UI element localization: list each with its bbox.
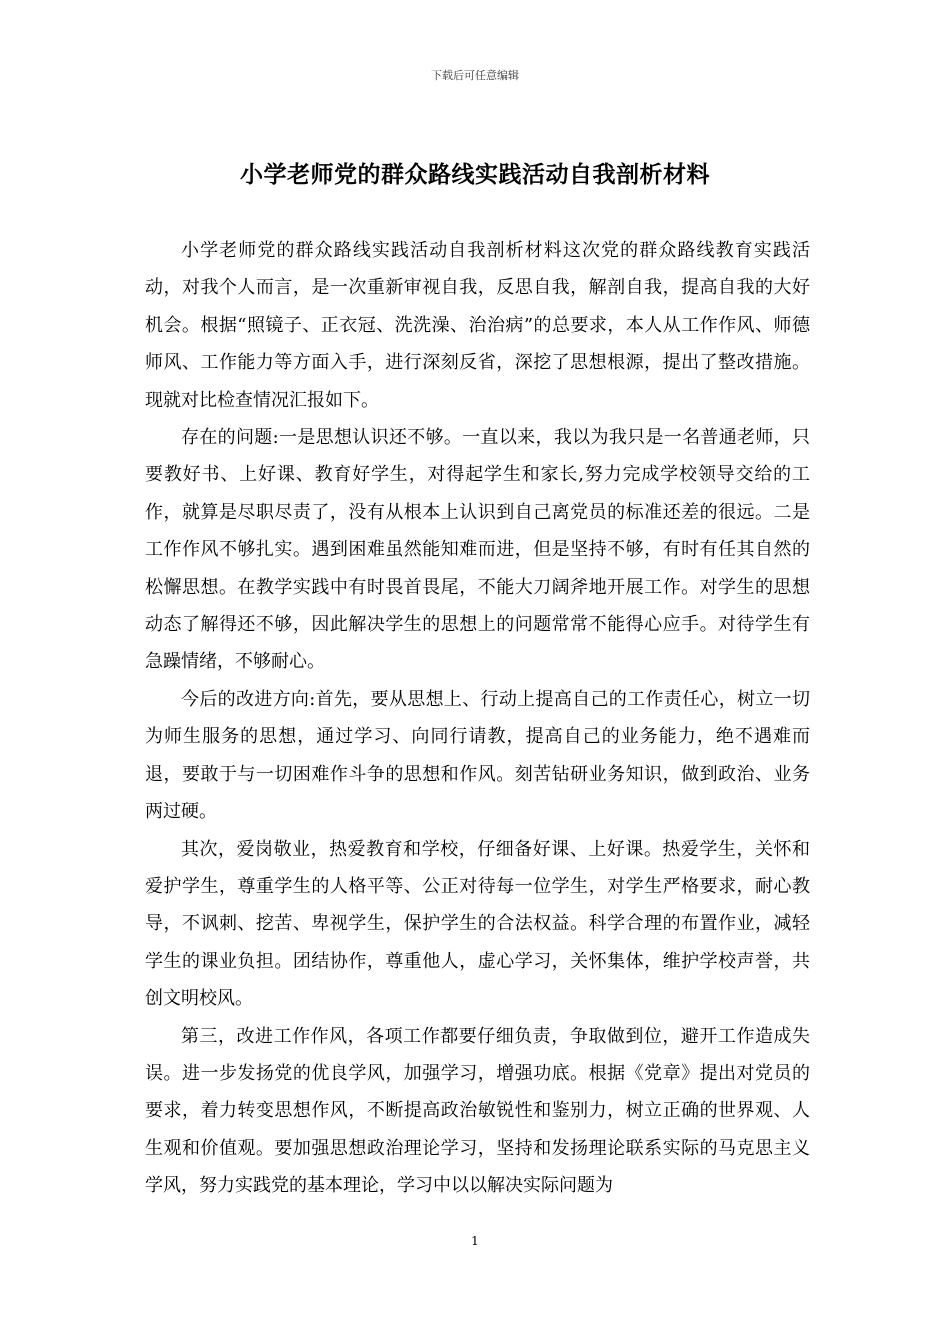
paragraph-problems: 存在的问题:一是思想认识还不够。一直以来，我以为我只是一名普通老师，只要教好书、上好课、教育好学生，对得起学生和家长,努力完成学校领导交给的工作，就算是尽职尽责了，没有从根本上认识到自己离党员的标准还差的很远。二是工作作风不够扎实。遇到困难虽然能知难而进，但是坚持不够，有时有任其自然的松懈思想。在教学实践中有时畏首畏尾，不能大刀阔斧地开展工作。对学生的思想动态了解得还不够，因此解决学生的思想上的问题常常不能得心应手。对待学生有急躁情绪，不够耐心。 <box>145 427 810 673</box>
paragraph-improvement-third: 第三，改进工作作风，各项工作都要仔细负责，争取做到位，避开工作造成失误。进一步发扬党的优良学风，加强学习，增强功底。根据《党章》提出对党员的要求，着力转变思想作风，不断提高政治敏锐性和鉴别力，树立正确的世界观、人生观和价值观。要加强思想政治理论学习，坚持和发扬理论联系实际的马克思主义学风，努力实践党的基本理论，学习中以以解决实际问题为 <box>145 1025 810 1197</box>
page-number: 1 <box>471 1234 479 1248</box>
paragraph-intro: 小学老师党的群众路线实践活动自我剖析材料这次党的群众路线教育实践活动，对我个人而言，是一次重新审视自我，反思自我，解剖自我，提高自我的大好机会。根据“照镜子、正衣冠、洗洗澡、治治病”的总要求，本人从工作作风、师德师风、工作能力等方面入手，进行深刻反省，深挖了思想根源，提出了整改措施。现就对比检查情况汇报如下。 <box>145 240 810 411</box>
document-title: 小学老师党的群众路线实践活动自我剖析材料 <box>240 162 710 188</box>
paragraph-improvement-first: 今后的改进方向:首先，要从思想上、行动上提高自己的工作责任心，树立一切为师生服务的思想，通过学习、向同行请教，提高自己的业务能力，绝不遇难而退，要敢于与一切困难作斗争的思想和作风。刻苦钻研业务知识，做到政治、业务两过硬。 <box>145 688 810 823</box>
header-note: 下载后可任意编辑 <box>431 69 519 82</box>
document-body <box>145 232 810 1205</box>
paragraph-improvement-second: 其次，爱岗敬业，热爱教育和学校，仔细备好课、上好课。热爱学生，关怀和爱护学生，尊重学生的人格平等、公正对待每一位学生，对学生严格要求，耐心教导，不讽刺、挖苦、卑视学生，保护学生的合法权益。科学合理的布置作业，减轻学生的课业负担。团结协作，尊重他人，虚心学习，关怀集体，维护学校声誉，共创文明校风。 <box>145 838 810 1010</box>
